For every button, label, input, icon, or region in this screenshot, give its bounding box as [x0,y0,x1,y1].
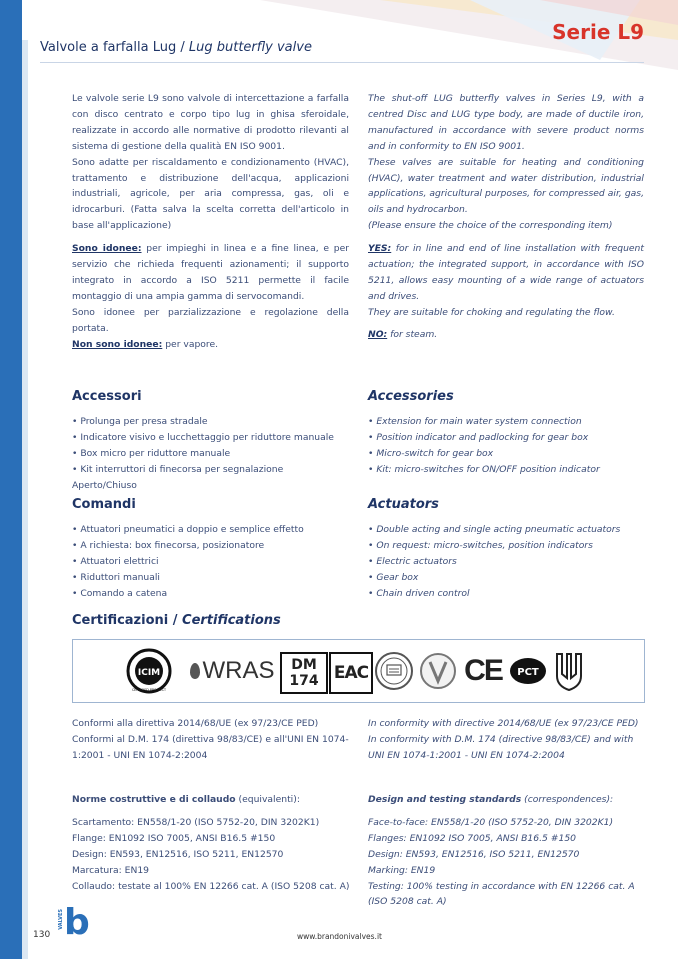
list-item: • Attuatori pneumatici a doppio e semplice effetto [72,524,304,535]
intro-it-paragraph-2: Sono adatte per riscaldamento e condizionamento (HVAC), trattamento e distribuzione dell'acqua, applicazioni industriali, agricole, per aria compressa, gas, oli e idrocarburi. (Fatta salva la scelta corretta dell'articolo in base all'applicazione) [72,156,349,232]
list-item: Scartamento: EN558/1-20 (ISO 5752-20, DIN 3202K1) [72,816,320,828]
check-circle-logo [418,649,458,693]
list-item: • Gear box [368,572,419,583]
water-drop-icon [190,663,200,679]
intro-it-not-suitable: Non sono idonee: per vapore. [72,338,219,350]
icim-logo [121,649,177,693]
standards-it-title: Norme costruttive e di collaudo (equivalenti): [72,794,300,805]
list-item: • Position indicator and padlocking for gear box [368,432,589,443]
intro-it-paragraph-1: Le valvole serie L9 sono valvole di intercettazione a farfalla con disco centrato e corpo tipo lug in ghisa sferoidale, realizzate in accordo alle normative di prodotto rilevanti al sistema di gestione della qualità EN ISO 9001. [72,93,349,152]
list-item: • A richiesta: box finecorsa, posizionatore [72,540,265,551]
list-item: Marking: EN19 [368,864,436,876]
conformity-it [72,716,352,764]
list-item: • Extension for main water system connection [368,416,582,427]
list-item: • Electric actuators [368,556,457,567]
pct-logo [508,649,548,693]
list-item: • Indicatore visivo e lucchettaggio per riduttore manuale [72,432,334,443]
list-item: • Riduttori manuali [72,572,160,583]
left-sidebar-band [0,0,22,959]
list-item: • Micro-switch for gear box [368,448,494,459]
list-item: Aperto/Chiuso [72,480,137,491]
intro-en-paragraph-1: The shut-off LUG butterfly valves in Series L9, with a centred Disc and LUG type body, are made of ductile iron, manufactured in accordance with severe product norms and in conformity to EN ISO 9001. [368,93,644,152]
list-item: Marcatura: EN19 [72,864,150,876]
list-item: • Attuatori elettrici [72,556,159,567]
accessories-title-it: Accessori [72,389,142,404]
page-number: 130 [33,930,51,940]
list-item: Testing: 100% testing in accordance with EN 12266 cat. A (ISO 5208 cat. A) [368,880,635,908]
trident-logo [551,649,587,693]
list-item: Design: EN593, EN12516, ISO 5211, EN12570 [72,848,284,860]
website-link[interactable]: www.brandonivalves.it [297,932,382,941]
list-item: • Double acting and single acting pneumatic actuators [368,524,621,535]
page-subtitle: Valvole a farfalla Lug / Lug butterfly valve [40,40,312,55]
seal-logo [374,649,414,693]
brand-letter: b [64,902,90,943]
conformity-en-line-2: In conformity with D.M. 174 (directive 98/83/CE) and with UNI EN 1074-1:2001 - UNI EN 1074-2:2004 [368,733,634,761]
svg-text:CERTIFIED PRODUCT: CERTIFIED PRODUCT [131,688,167,692]
actuators-title-it: Comandi [72,497,136,512]
list-item: • Prolunga per presa stradale [72,416,208,427]
list-item: • Chain driven control [368,588,470,599]
left-sidebar-light-band [22,40,28,959]
list-item: • Comando a catena [72,588,168,599]
standards-it [72,792,357,894]
intro-en-yes: YES: for in line and end of line installation with frequent actuation; the integrated support, in accordance with ISO 5211, allows easy mounting of a wide range of actuators and drives. [368,243,644,302]
dm174-logo: DM 174 [280,652,328,694]
accessories-list-en [368,414,600,478]
svg-text:PCT: PCT [517,667,539,678]
accessories-list-it [72,414,334,494]
eac-logo: EAC [329,652,373,694]
intro-it-suitable: Sono idonee: per impieghi in linea e a fine linea, e per servizio che richieda frequenti azionamenti; il supporto integrato in accordo a ISO 5211 permette il facile montaggio di una ampia gamma di servocomandi. [72,243,350,302]
intro-en-no: NO: for steam. [368,328,438,340]
intro-english [368,91,644,343]
actuators-list-it [72,522,304,602]
standards-en [368,792,646,910]
certifications-logo-box [72,639,645,703]
intro-en-paragraph-2: These valves are suitable for heating and conditioning (HVAC), water treatment and water distribution, industrial applications, agricultural purposes, for compressed air, gas, oils and hydrocarbon. [368,156,644,216]
conformity-en [368,716,646,764]
conformity-it-line-1: Conformi alla direttiva 2014/68/UE (ex 97/23/CE PED) [72,718,319,729]
wras-logo: WRAS [187,649,277,693]
series-title: Serie L9 [552,20,644,44]
list-item: Face-to-face: EN558/1-20 (ISO 5752-20, DIN 3202K1) [368,816,614,828]
certifications-title: Certificazioni / Certifications [72,613,281,628]
conformity-it-line-2: Conformi al D.M. 174 (direttiva 98/83/CE) e all'UNI EN 1074-1:2001 - UNI EN 1074-2:2004 [72,733,349,761]
list-item: • Box micro per riduttore manuale [72,448,231,459]
svg-text:ICIM: ICIM [137,668,161,678]
list-item: Flange: EN1092 ISO 7005, ANSI B16.5 #150 [72,832,276,844]
list-item: Flanges: EN1092 ISO 7005, ANSI B16.5 #150 [368,832,577,844]
accessories-title-en: Accessories [368,389,454,404]
intro-en-paragraph-3: (Please ensure the choice of the corresponding item) [368,220,613,232]
list-item: Design: EN593, EN12516, ISO 5211, EN12570 [368,848,580,860]
ce-mark: CE [464,654,502,687]
list-item: • Kit: micro-switches for ON/OFF position indicator [368,464,600,475]
intro-en-paragraph-4: They are suitable for choking and regulating the flow. [368,306,615,318]
standards-en-title: Design and testing standards (correspondences): [368,794,614,805]
intro-it-paragraph-3: Sono idonee per parzializzazione e regolazione della portata. [72,306,349,334]
list-item: Collaudo: testate al 100% EN 12266 cat. A (ISO 5208 cat. A) [72,880,350,892]
list-item: • On request: micro-switches, position indicators [368,540,593,551]
brand-vertical-text: VALVES [58,909,64,930]
list-item: • Kit interruttori di finecorsa per segnalazione [72,464,284,475]
actuators-title-en: Actuators [368,497,439,512]
conformity-en-line-1: In conformity with directive 2014/68/UE (ex 97/23/CE PED) [368,718,639,729]
brand-logo [58,902,92,945]
intro-italian [72,91,349,353]
actuators-list-en [368,522,620,602]
subtitle-divider [40,62,644,63]
